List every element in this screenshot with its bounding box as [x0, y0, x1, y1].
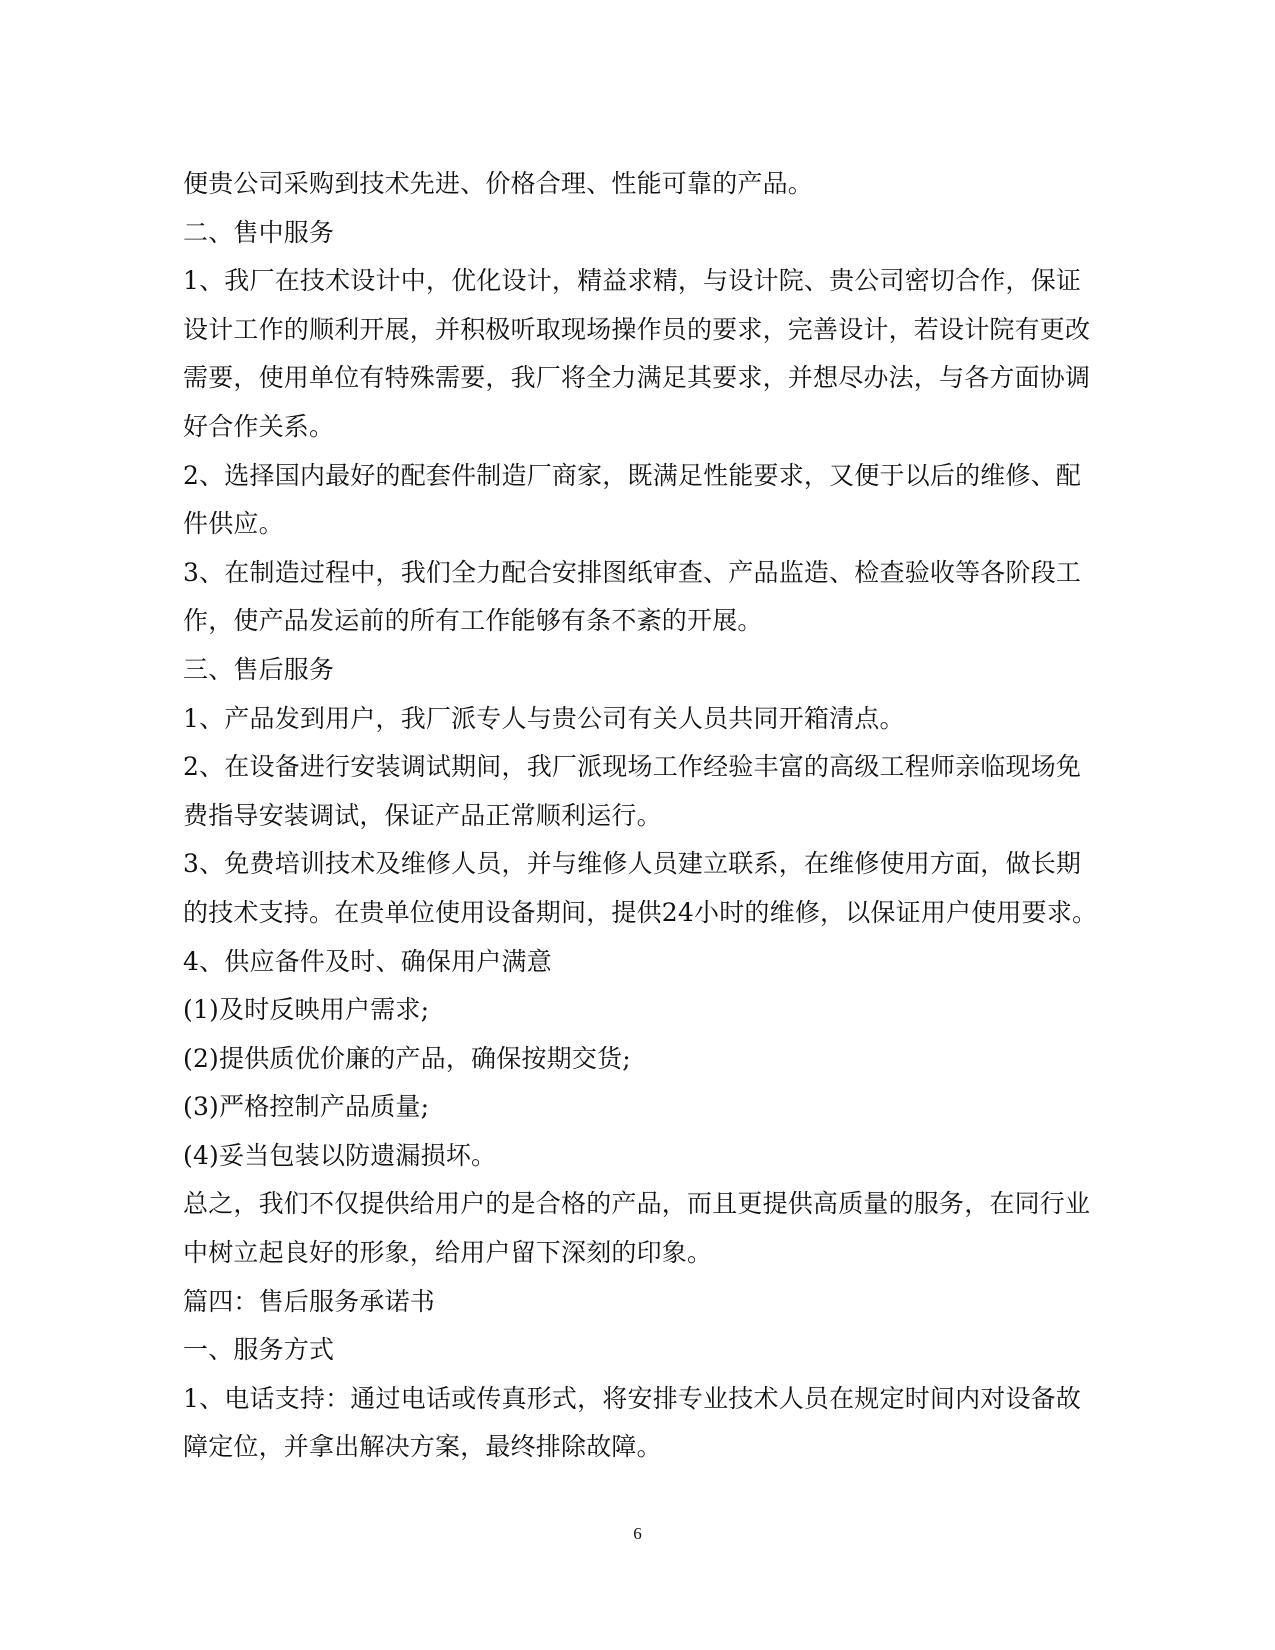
document-body: [183, 160, 1098, 1472]
text-line: 便贵公司采购到技术先进、价格合理、性能可靠的产品。: [183, 169, 814, 198]
section-heading: 三、售后服务: [183, 654, 335, 684]
text-line: 需要，使用单位有特殊需要，我厂将全力满足其要求，并想尽办法，与各方面协调: [183, 363, 1091, 393]
text-line: 设计工作的顺利开展，并积极听取现场操作员的要求，完善设计，若设计院有更改: [183, 314, 1091, 344]
text-line: 作，使产品发运前的所有工作能够有条不紊的开展。: [183, 606, 763, 636]
page-number: 6: [633, 1524, 642, 1543]
section-heading: 一、服务方式: [183, 1335, 335, 1365]
text-line: 2、在设备进行安装调试期间，我厂派现场工作经验丰富的高级工程师亲临现场免: [183, 752, 1082, 782]
text-line: 好合作关系。: [183, 411, 335, 441]
list-item: (4)妥当包装以防遗漏损坏。: [183, 1140, 497, 1170]
text-line: 的技术支持。在贵单位使用设备期间，提供24小时的维修，以保证用户使用要求。: [183, 897, 1098, 927]
text-line: 1、电话支持：通过电话或传真形式，将安排专业技术人员在规定时间内对设备故: [183, 1383, 1082, 1413]
list-item: (3)严格控制产品质量;: [183, 1092, 430, 1122]
section-heading: 二、售中服务: [183, 217, 335, 247]
text-line: 2、选择国内最好的配套件制造厂商家，既满足性能要求，又便于以后的维修、配: [183, 460, 1082, 490]
list-item: (1)及时反映用户需求;: [183, 995, 430, 1025]
text-line: 1、产品发到用户，我厂派专人与贵公司有关人员共同开箱清点。: [183, 703, 905, 733]
text-line: 3、免费培训技术及维修人员，并与维修人员建立联系，在维修使用方面，做长期: [183, 849, 1082, 879]
text-line: 1、我厂在技术设计中，优化设计，精益求精，与设计院、贵公司密切合作，保证: [183, 266, 1082, 296]
text-line: 费指导安装调试，保证产品正常顺利运行。: [183, 800, 662, 830]
list-item: (2)提供质优价廉的产品，确保按期交货;: [183, 1043, 631, 1073]
text-line: 3、在制造过程中，我们全力配合安排图纸审查、产品监造、检查验收等各阶段工: [183, 557, 1082, 587]
text-line: 总之，我们不仅提供给用户的是合格的产品，而且更提供高质量的服务，在同行业: [183, 1189, 1091, 1219]
chapter-heading: 篇四：售后服务承诺书: [183, 1286, 436, 1316]
text-line: 4、供应备件及时、确保用户满意: [183, 946, 552, 976]
text-line: 障定位，并拿出解决方案，最终排除故障。: [183, 1432, 662, 1462]
text-line: 中树立起良好的形象，给用户留下深刻的印象。: [183, 1238, 713, 1268]
text-line: 件供应。: [183, 509, 284, 539]
